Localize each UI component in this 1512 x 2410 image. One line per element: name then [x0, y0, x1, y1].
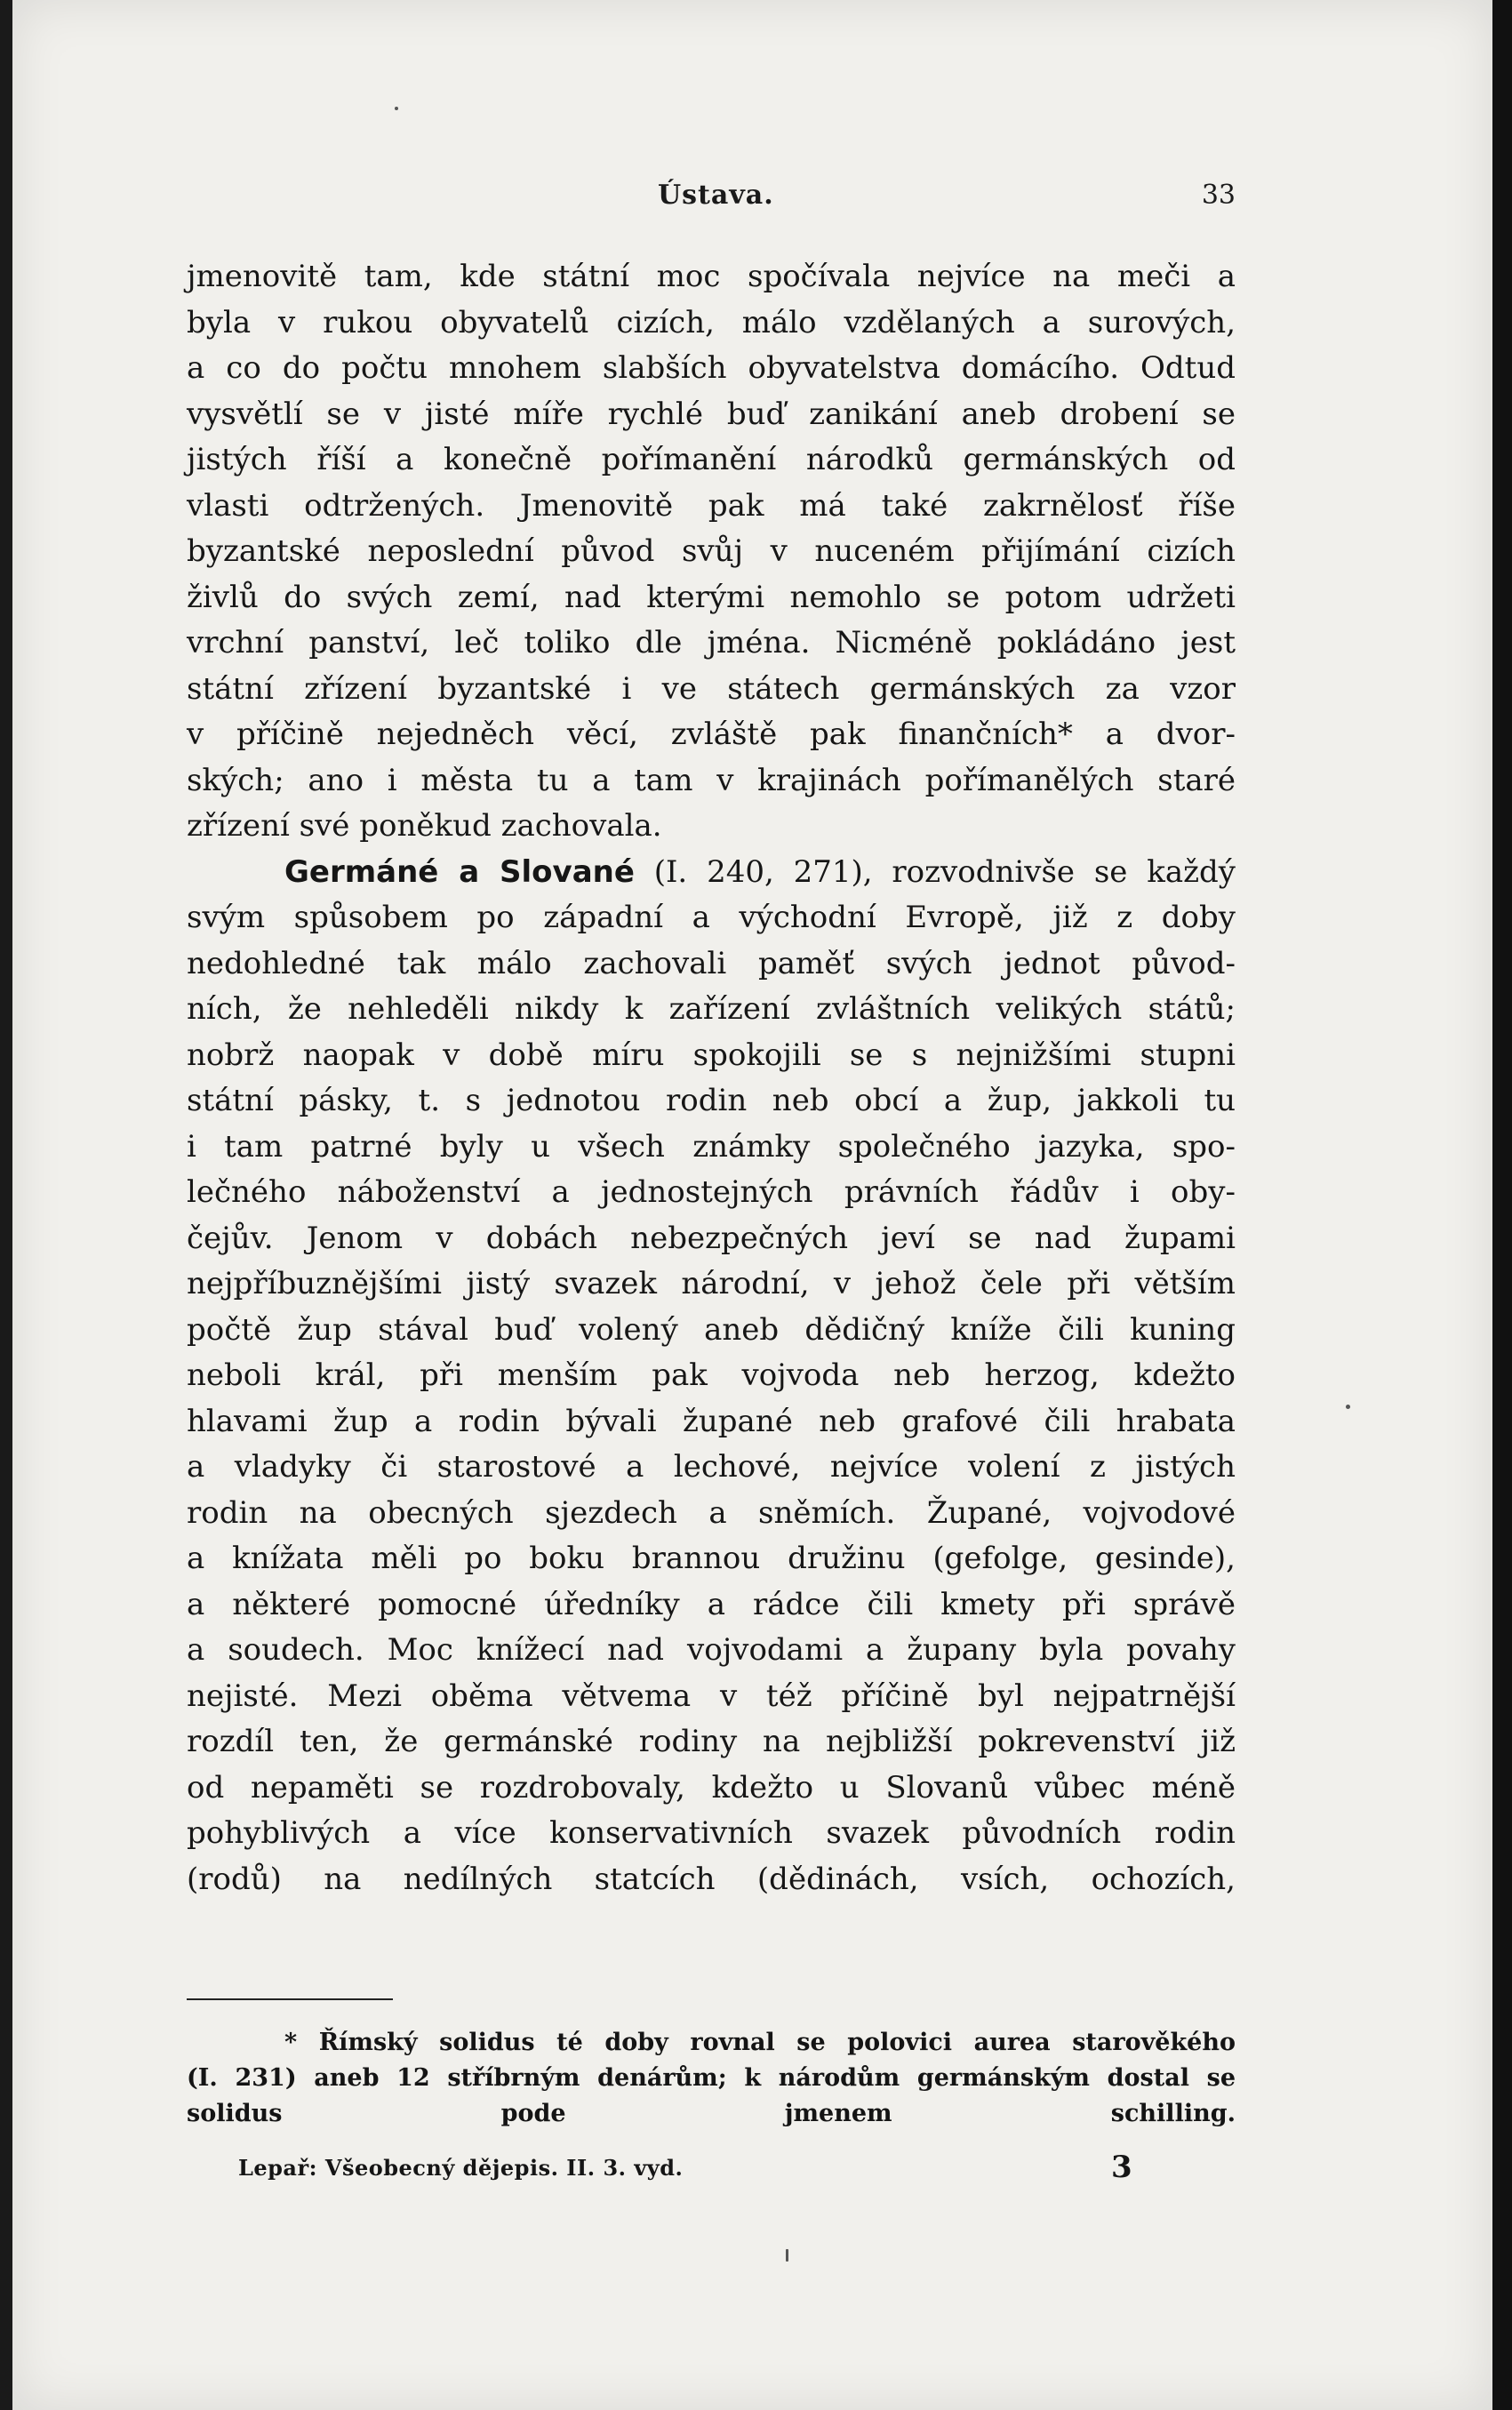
scan-edge	[1492, 0, 1512, 2410]
section-start-line	[187, 850, 1236, 896]
text-line: nejpříbuznějšími jistý svazek národní, v jehož čele při větším	[187, 1266, 1236, 1301]
signature-mark: 3	[1111, 2150, 1132, 2185]
page-footer	[187, 2150, 1132, 2190]
text-line: nedohledné tak málo zachovali paměť svých jednot původ-	[187, 945, 1236, 981]
text-line: svým spůsobem po západní a východní Evropě, již z doby	[187, 900, 1236, 935]
section-heading: Germáné a Slované	[284, 853, 635, 890]
text-line: a některé pomocné úředníky a rádce čili kmety při správě	[187, 1586, 1236, 1622]
text-line: neboli král, při menším pak vojvoda neb herzog, kdežto	[187, 1357, 1236, 1393]
text-line: i tam patrné byly u všech známky společného jazyka, spo-	[187, 1128, 1236, 1165]
footnote	[187, 2025, 1236, 2132]
text-line: vlasti odtržených. Jmenovitě pak má také zakrnělosť říše	[187, 487, 1236, 524]
text-line: a soudech. Moc knížecí nad vojvodami a župany byla povahy	[187, 1632, 1236, 1668]
text-line: a co do počtu mnohem slabších obyvatelstva domácího. Odtud	[187, 350, 1236, 386]
running-title: Ústava.	[658, 180, 774, 211]
text-line: a vladyky či starostové a lechové, nejvíce volení z jistých	[187, 1449, 1236, 1485]
page-number: 33	[1201, 180, 1236, 211]
text-line: byzantské neposlední původ svůj v nuceném přijímání cizích	[187, 533, 1236, 569]
text-line: ských; ano i města tu a tam v krajinách pořímanělých staré	[187, 762, 1236, 798]
text-line: jmenovitě tam, kde státní moc spočívala nejvíce na meči a	[187, 259, 1236, 294]
text-line: čejův. Jenom v dobách nebezpečných jeví se nad župami	[187, 1220, 1236, 1256]
text-line: hlavami žup a rodin bývali župané neb grafové čili hrabata	[187, 1403, 1236, 1439]
text-line: státní pásky, t. s jednotou rodin neb obcí a žup, jakkoli tu	[187, 1083, 1236, 1118]
main-text	[187, 254, 1236, 1902]
paper-speck	[395, 107, 398, 110]
text-line: v příčině nejedněch věcí, zvláště pak finančních* a dvor-	[187, 717, 1236, 752]
text-line: vysvětlí se v jisté míře rychlé buď zanikání aneb drobení se	[187, 396, 1236, 432]
text-line: ních, že nehleděli nikdy k zařízení zvláštních velikých států;	[187, 991, 1236, 1027]
footnote-separator	[187, 1998, 393, 2000]
text-line: lečného náboženství a jednostejných právních řádův i oby-	[187, 1174, 1236, 1210]
footnote-line: (I. 231) aneb 12 stříbrným denárům; k národům germánským dostal se	[187, 2064, 1236, 2092]
text-line: jistých říší a konečně pořímanění národků germánských od	[187, 442, 1236, 477]
paper-speck	[786, 2249, 788, 2262]
footnote-line: solidus pode jmenem schilling.	[187, 2100, 1236, 2127]
text-line: nobrž naopak v době míru spokojili se s nejnižšími stupni	[187, 1037, 1236, 1073]
text-line: a knížata měli po boku brannou družinu (gefolge, gesinde),	[187, 1541, 1236, 1576]
text-line: nejisté. Mezi oběma větvema v též příčině byl nejpatrnější	[187, 1677, 1236, 1714]
text-line: živlů do svých zemí, nad kterými nemohlo se potom udržeti	[187, 579, 1236, 615]
text-line: počtě žup stával buď volený aneb dědičný kníže čili kuning	[187, 1311, 1236, 1348]
text-line: byla v rukou obyvatelů cizích, málo vzdělaných a surových,	[187, 304, 1236, 340]
text-line: od nepaměti se rozdrobovaly, kdežto u Slovanů vůbec méně	[187, 1769, 1236, 1805]
text-line: vrchní panství, leč toliko dle jména. Nicméně pokládáno jest	[187, 625, 1236, 661]
text-line: (rodů) na nedílných statcích (dědinách, vsích, ochozích,	[187, 1861, 1236, 1897]
text-line: státní zřízení byzantské i ve státech germánských za vzor	[187, 670, 1236, 707]
section-first-line-text: (I. 240, 271), rozvodnivše se každý	[653, 853, 1236, 890]
footnote-line: * Římský solidus té doby rovnal se polovici aurea starověkého	[284, 2029, 1236, 2056]
text-line: zřízení své poněkud zachovala.	[187, 808, 662, 844]
paper-speck	[1346, 1405, 1350, 1409]
text-line: rozdíl ten, že germánské rodiny na nejbližší pokrevenství již	[187, 1724, 1236, 1759]
imprint-line: Lepař: Všeobecný dějepis. II. 3. vyd.	[238, 2155, 684, 2181]
text-line: rodin na obecných sjezdech a sněmích. Župané, vojvodové	[187, 1494, 1236, 1531]
text-line: pohyblivých a více konservativních svazek původních rodin	[187, 1815, 1236, 1851]
running-header	[187, 180, 1236, 220]
book-page	[12, 0, 1492, 2410]
